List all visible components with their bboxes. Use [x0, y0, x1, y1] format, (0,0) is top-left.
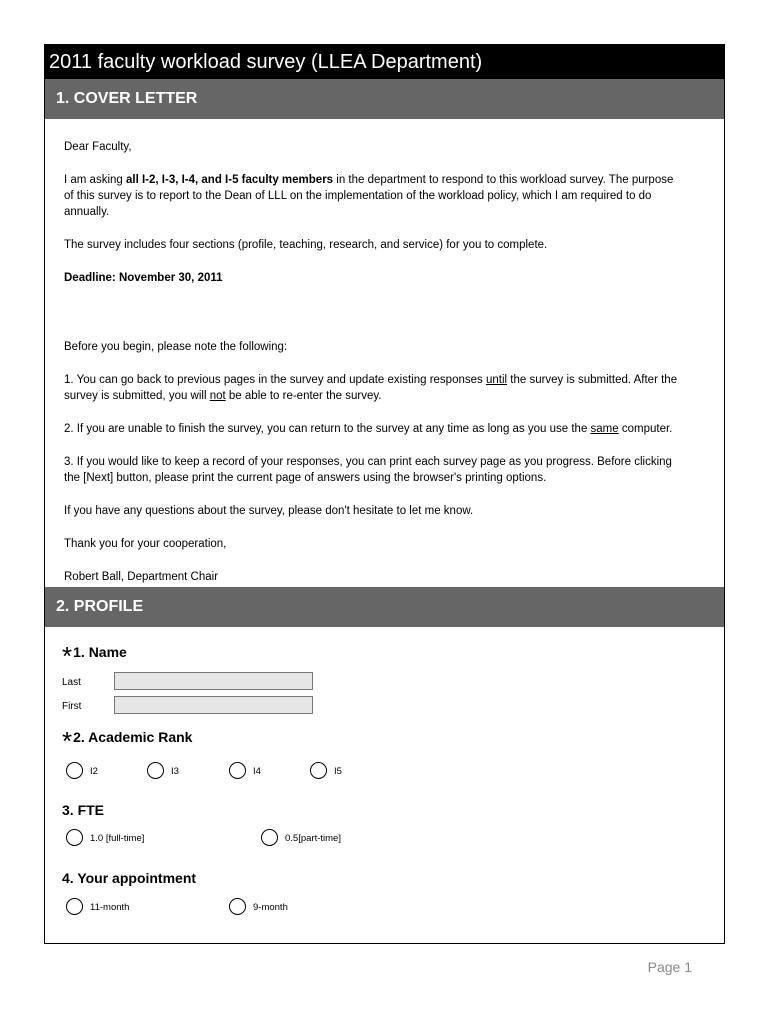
rank-i4-radio[interactable] — [229, 762, 246, 779]
deadline: Deadline: November 30, 2011 — [64, 272, 223, 284]
question-academic-rank: *2. Academic Rank — [62, 726, 193, 756]
appointment-9-month-radio[interactable] — [229, 898, 246, 915]
first-name-input[interactable] — [114, 696, 313, 714]
rank-i2-radio[interactable] — [66, 762, 83, 779]
questions-note: If you have any questions about the survey, please don't hesitate to let me know. — [64, 505, 474, 517]
survey-page — [44, 44, 725, 944]
question-appointment: 4. Your appointment — [62, 870, 197, 886]
rank-i5-radio[interactable] — [310, 762, 327, 779]
first-name-label: First — [62, 701, 82, 712]
note-3: 3. If you would like to keep a record of your responses, you can print each survey page as you progress. Before clicking the [Next] button, please print the current page of answers using the browser's printing options. — [64, 456, 672, 484]
audience-bold: all I-2, I-3, I-4, and I-5 faculty members — [126, 174, 334, 186]
appointment-11-month-label: 11-month — [90, 902, 130, 913]
rank-i3-label: I3 — [171, 766, 179, 777]
required-asterisk: * — [62, 641, 73, 671]
page-number: Page 1 — [647, 959, 692, 975]
purpose-paragraph: I am asking all I-2, I-3, I-4, and I-5 faculty members in the department to respond to this workload survey. The purpose of this survey is to report to the Dean of LLL on the implementation of the workload policy, which I am required to do annually. — [64, 174, 674, 218]
required-asterisk: * — [62, 726, 73, 756]
note-1: 1. You can go back to previous pages in the survey and update existing responses until the survey is submitted. After the survey is submitted, you will not be able to re-enter the survey. — [64, 374, 678, 402]
survey-title: 2011 faculty workload survey (LLEA Department) — [45, 45, 724, 79]
appointment-9-month-label: 9-month — [253, 902, 288, 913]
signature: Robert Ball, Department Chair — [64, 571, 219, 583]
question-fte: 3. FTE — [62, 802, 105, 818]
rank-i5-label: I5 — [334, 766, 342, 777]
rank-i4-label: I4 — [253, 766, 261, 777]
thanks: Thank you for your cooperation, — [64, 538, 227, 550]
fte-full-time-label: 1.0 [full-time] — [90, 833, 145, 844]
note-2: 2. If you are unable to finish the survey, you can return to the survey at any time as long as you use the same computer. — [64, 423, 673, 435]
question-name: *1. Name — [62, 641, 127, 671]
section-header-profile: 2. PROFILE — [45, 587, 724, 627]
fte-part-time-label: 0.5[part-time] — [285, 833, 341, 844]
cover-letter — [45, 119, 724, 587]
sections-paragraph: The survey includes four sections (profile, teaching, research, and service) for you to complete. — [64, 239, 548, 251]
rank-i3-radio[interactable] — [147, 762, 164, 779]
notes-intro: Before you begin, please note the following: — [64, 341, 288, 353]
greeting: Dear Faculty, — [64, 141, 132, 153]
fte-part-time-radio[interactable] — [261, 829, 278, 846]
section-header-cover-letter: 1. COVER LETTER — [45, 79, 724, 119]
fte-full-time-radio[interactable] — [66, 829, 83, 846]
profile-questions — [45, 627, 724, 923]
last-name-input[interactable] — [114, 672, 313, 690]
last-name-label: Last — [62, 677, 81, 688]
rank-i2-label: I2 — [90, 766, 98, 777]
appointment-11-month-radio[interactable] — [66, 898, 83, 915]
